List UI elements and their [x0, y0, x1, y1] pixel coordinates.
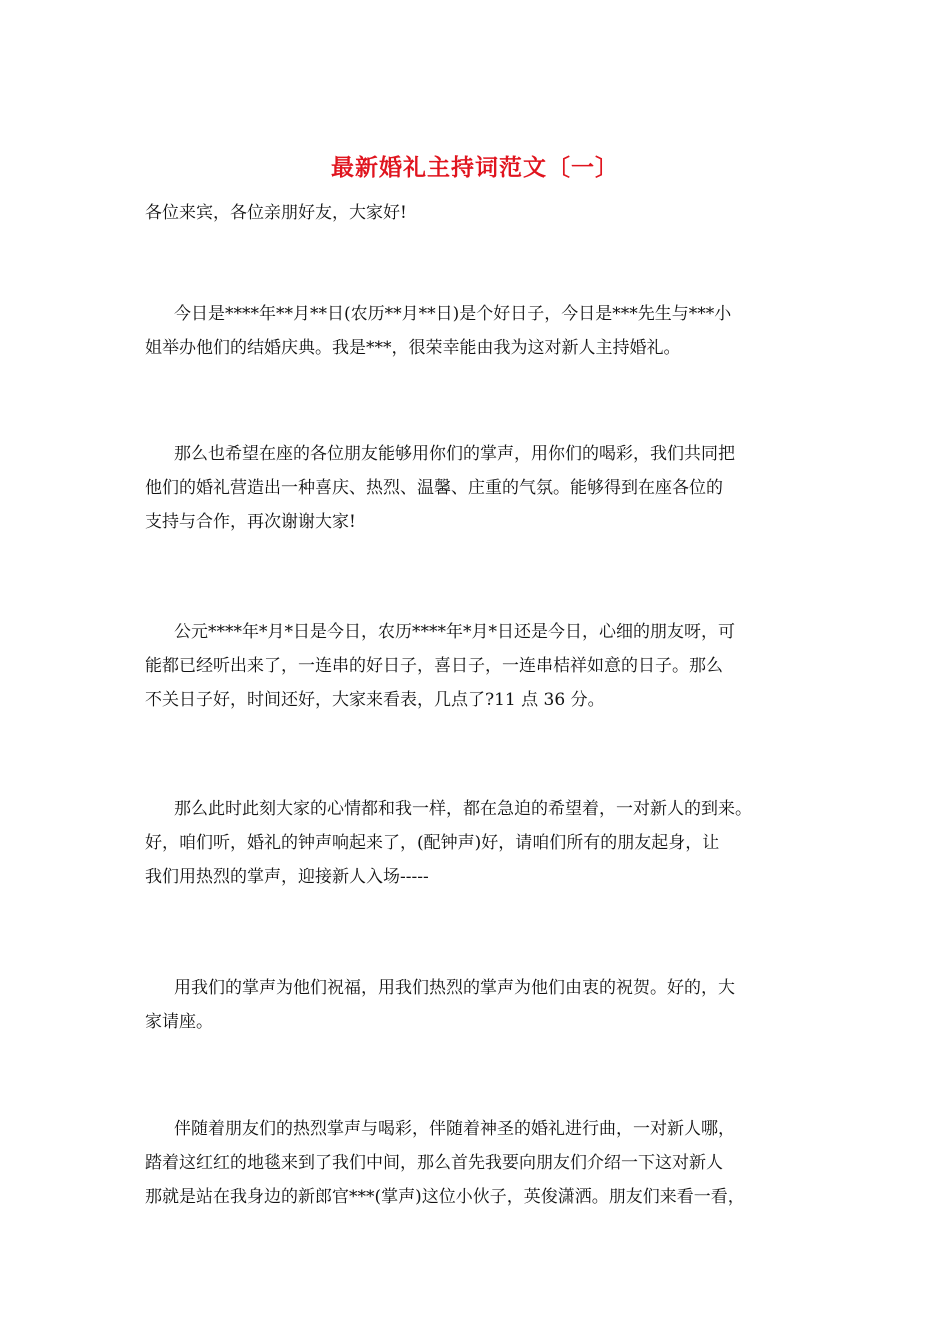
document-title: 最新婚礼主持词范文〔一〕 — [331, 154, 619, 181]
paragraph-line: 伴随着朋友们的热烈掌声与喝彩，伴随着神圣的婚礼进行曲，一对新人哪， — [174, 1119, 735, 1139]
paragraph-line: 姐举办他们的结婚庆典。我是***，很荣幸能由我为这对新人主持婚礼。 — [145, 338, 681, 358]
paragraph-line: 支持与合作，再次谢谢大家! — [145, 512, 356, 532]
paragraph-line: 公元****年*月*日是今日，农历****年*月*日还是今日，心细的朋友呀，可 — [174, 622, 735, 642]
paragraph-3 — [145, 615, 825, 717]
paragraph-line: 今日是****年**月**日(农历**月**日)是个好日子，今日是***先生与***小 — [174, 304, 732, 324]
paragraph-2 — [145, 437, 825, 539]
paragraph-line: 能都已经听出来了，一连串的好日子，喜日子，一连串桔祥如意的日子。那么 — [145, 656, 723, 676]
paragraph-line: 不关日子好，时间还好，大家来看表，几点了?11 点 36 分。 — [145, 690, 605, 710]
paragraph-5 — [145, 971, 825, 1039]
greeting-line: 各位来宾，各位亲朋好友，大家好! — [145, 203, 407, 223]
paragraph-line: 那么也希望在座的各位朋友能够用你们的掌声，用你们的喝彩，我们共同把 — [174, 444, 735, 464]
paragraph-line: 我们用热烈的掌声，迎接新人入场----- — [145, 867, 429, 887]
paragraph-line: 好，咱们听，婚礼的钟声响起来了，(配钟声)好，请咱们所有的朋友起身，让 — [145, 833, 720, 853]
paragraph-line: 家请座。 — [145, 1012, 213, 1032]
paragraph-line: 他们的婚礼营造出一种喜庆、热烈、温馨、庄重的气氛。能够得到在座各位的 — [145, 478, 723, 498]
paragraph-6 — [145, 1112, 825, 1214]
paragraph-line: 踏着这红红的地毯来到了我们中间，那么首先我要向朋友们介绍一下这对新人 — [145, 1153, 723, 1173]
paragraph-4 — [145, 792, 825, 894]
paragraph-line: 那就是站在我身边的新郎官***(掌声)这位小伙子，英俊潇洒。朋友们来看一看， — [145, 1187, 745, 1207]
paragraph-line: 用我们的掌声为他们祝福，用我们热烈的掌声为他们由衷的祝贺。好的，大 — [174, 978, 735, 998]
paragraph-line: 那么此时此刻大家的心情都和我一样，都在急迫的希望着，一对新人的到来。 — [174, 799, 752, 819]
paragraph-1 — [145, 297, 825, 365]
